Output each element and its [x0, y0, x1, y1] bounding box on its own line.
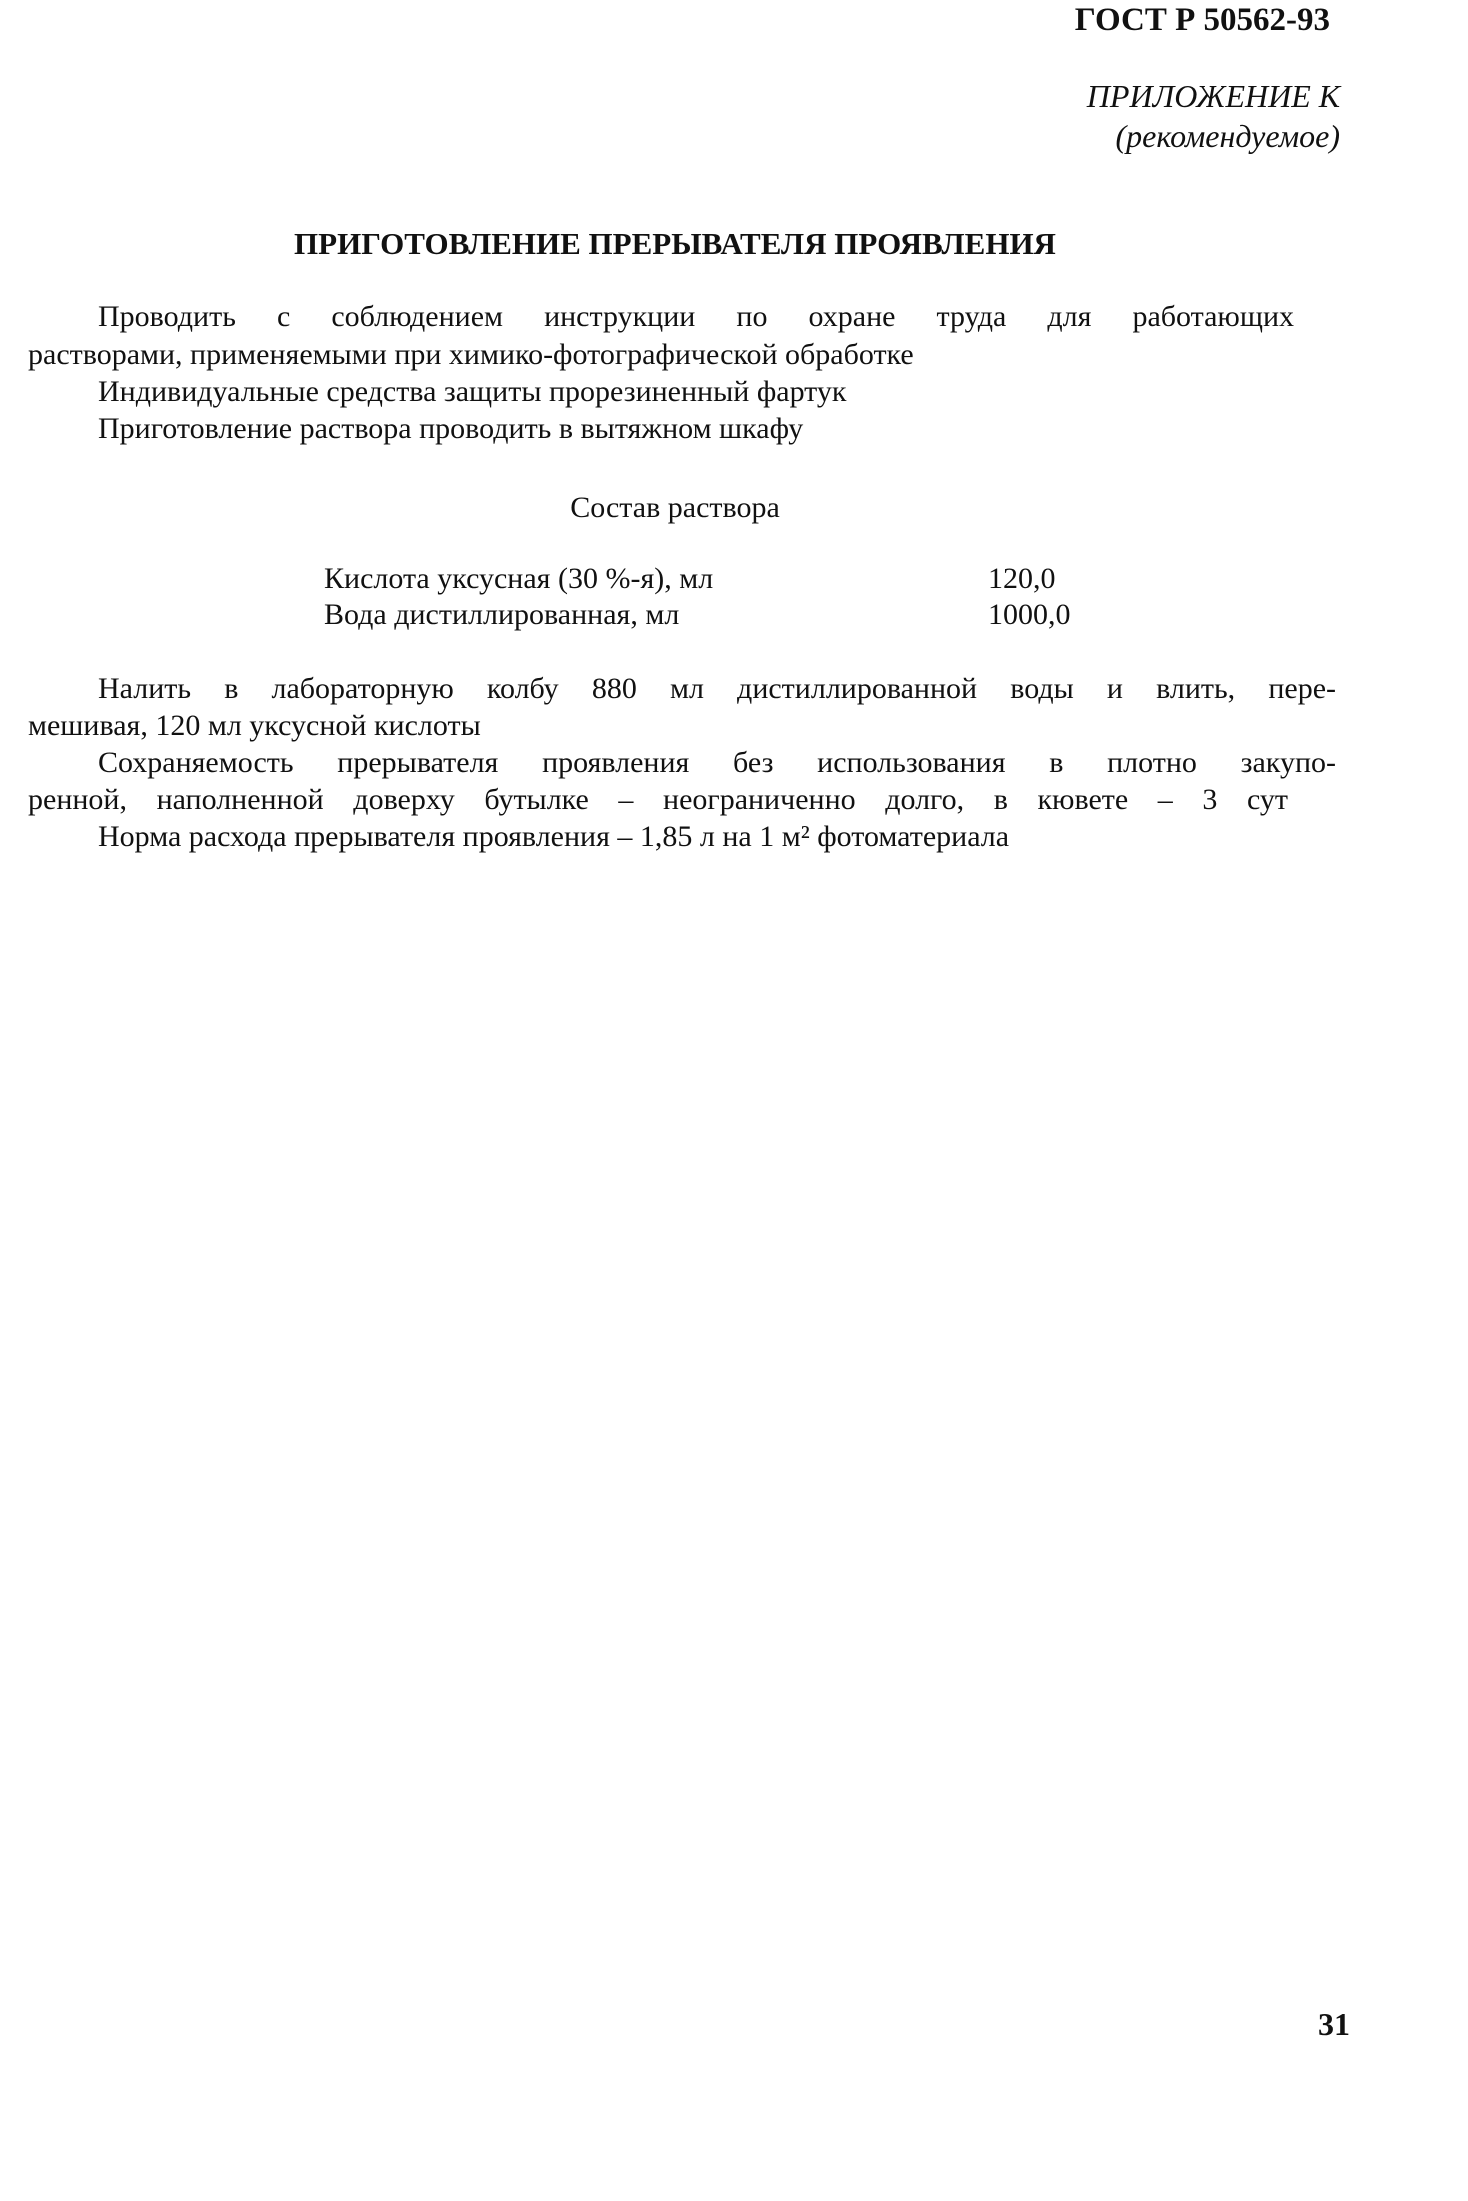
intro-line-4: Приготовление раствора проводить в вытяжном шкафу — [98, 412, 804, 445]
composition-row — [324, 562, 1094, 602]
instructions-line-2: мешивая, 120 мл уксусной кислоты — [28, 709, 481, 742]
intro-line-1: Проводить с соблюдением инструкции по охране труда для работающих — [98, 300, 1294, 333]
composition-title: Состав раствора — [570, 491, 780, 524]
composition-row — [324, 598, 1094, 638]
composition-name: Вода дистиллированная, мл — [324, 598, 680, 631]
appendix-heading — [1087, 76, 1340, 156]
intro-line-3: Индивидуальные средства защиты прорезиненный фартук — [98, 375, 847, 408]
appendix-status: (рекомендуемое) — [1115, 118, 1340, 154]
instructions-line-3: Сохраняемость прерывателя проявления без использования в плотно закупо- — [98, 746, 1336, 779]
instructions-line-1: Налить в лабораторную колбу 880 мл дистиллированной воды и влить, пере- — [98, 672, 1336, 705]
instructions-line-4: ренной, наполненной доверху бутылке – неограниченно долго, в кювете – 3 сут — [28, 783, 1288, 816]
composition-name: Кислота уксусная (30 %-я), мл — [324, 562, 714, 595]
composition-value: 1000,0 — [988, 598, 1071, 631]
standard-code: ГОСТ Р 50562-93 — [1074, 2, 1330, 38]
composition-value: 120,0 — [988, 562, 1056, 595]
page-number: 31 — [1318, 2006, 1350, 2042]
instructions-line-5: Норма расхода прерывателя проявления – 1,85 л на 1 м² фотоматериала — [98, 820, 1010, 853]
appendix-label: ПРИЛОЖЕНИЕ К — [1086, 78, 1340, 114]
document-title: ПРИГОТОВЛЕНИЕ ПРЕРЫВАТЕЛЯ ПРОЯВЛЕНИЯ — [294, 226, 1056, 261]
intro-line-2: растворами, применяемыми при химико-фотографической обработке — [28, 338, 914, 371]
